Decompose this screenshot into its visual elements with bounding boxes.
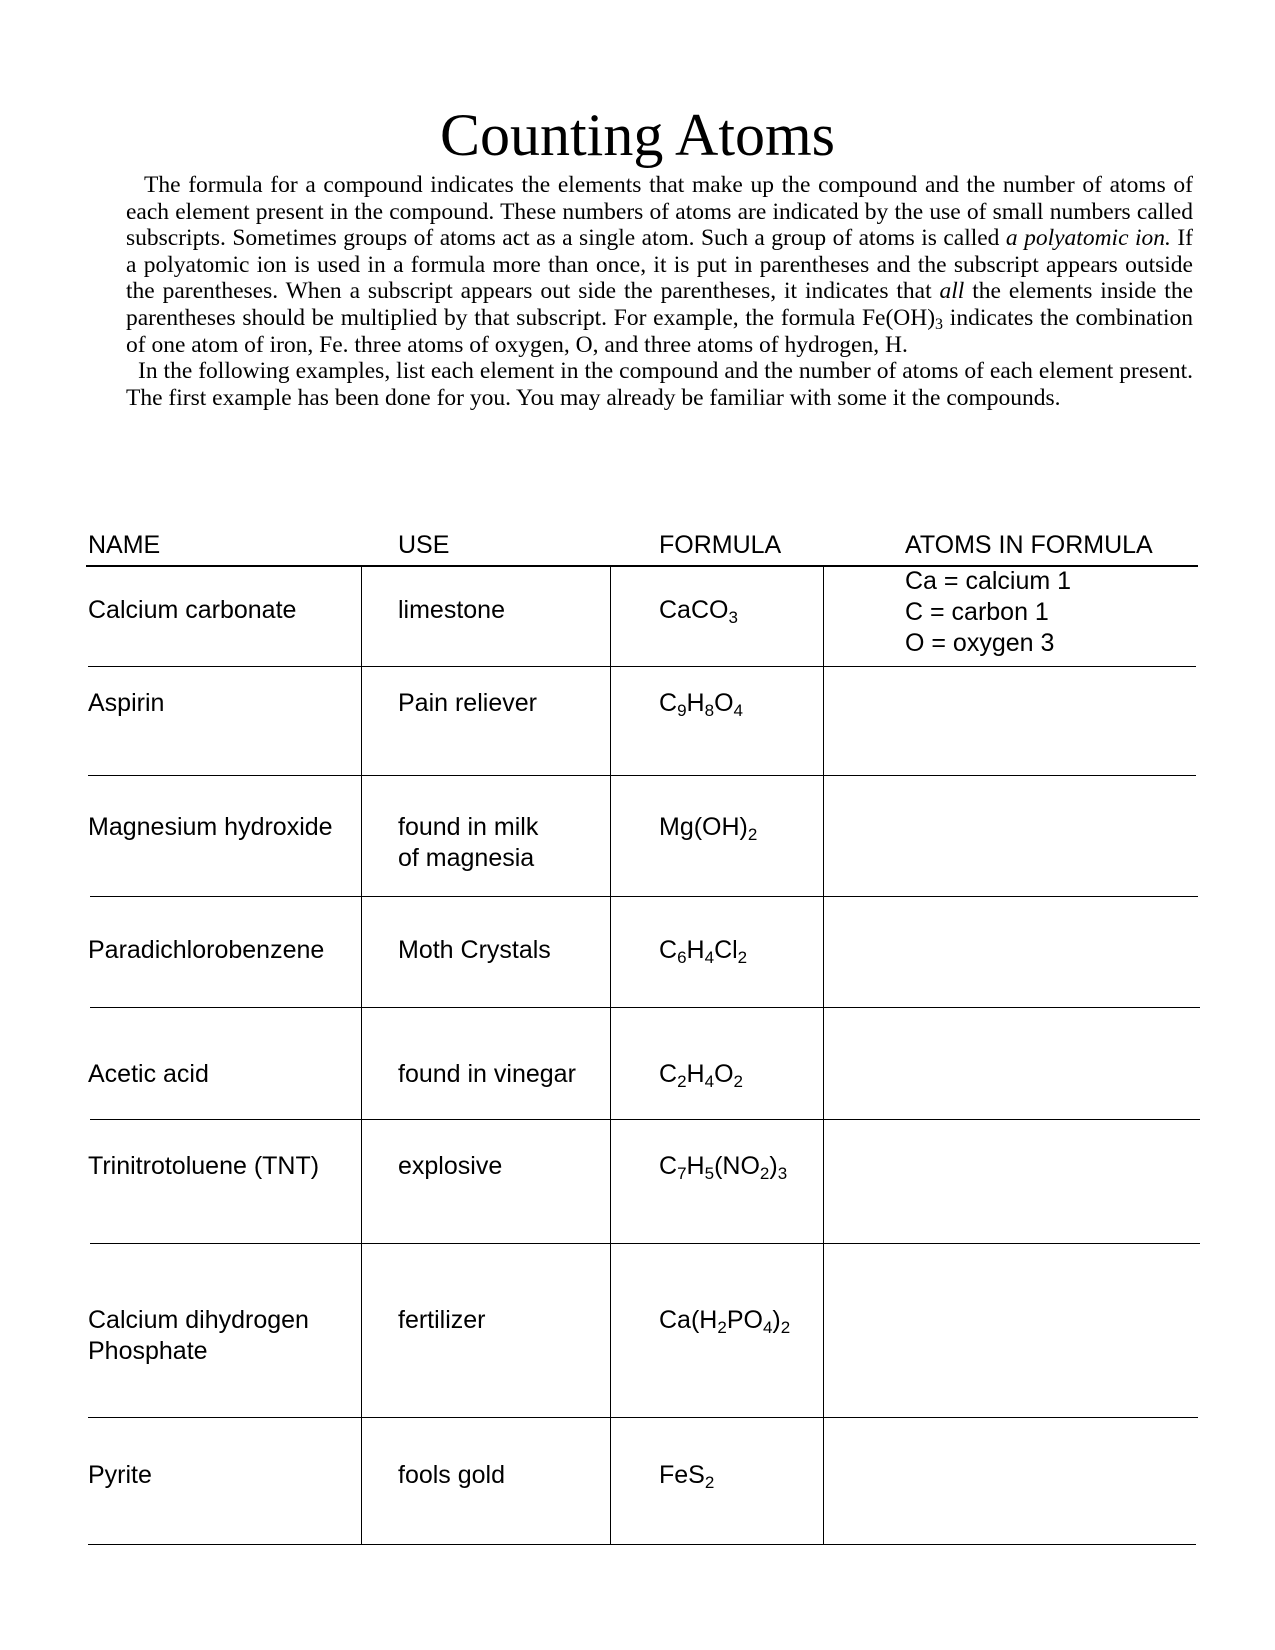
cell-atoms	[905, 566, 1071, 659]
formula-symbol: H	[686, 1152, 705, 1180]
cell-formula	[659, 935, 747, 966]
row-rule	[88, 666, 1196, 667]
formula-symbol: C	[659, 1060, 678, 1088]
cell-use-line: of magnesia	[398, 844, 535, 872]
cell-use	[398, 688, 537, 719]
cell-use	[398, 1059, 576, 1090]
formula-symbol: H	[686, 1060, 705, 1088]
formula-symbol: FeS	[659, 1461, 705, 1489]
formula-symbol: (NO	[714, 1152, 760, 1180]
cell-use-line: found in vinegar	[398, 1060, 576, 1088]
formula-subscript: 4	[704, 948, 715, 967]
cell-atoms-line: C = carbon 1	[905, 598, 1049, 626]
cell-name-line: Phosphate	[88, 1337, 208, 1365]
intro-example-formula-subscript: 3	[935, 315, 944, 333]
cell-formula	[659, 1151, 787, 1182]
cell-use	[398, 595, 505, 626]
formula-symbol: )	[772, 1306, 781, 1334]
cell-use-line: fools gold	[398, 1461, 506, 1489]
formula-subscript: 8	[704, 701, 715, 720]
intro-paragraph-1	[126, 172, 1193, 358]
formula-symbol: )	[769, 1152, 778, 1180]
column-header-formula: FORMULA	[659, 531, 782, 559]
formula-subscript: 2	[737, 948, 748, 967]
cell-formula	[659, 1059, 743, 1090]
cell-use-line: limestone	[398, 596, 505, 624]
cell-formula	[659, 688, 743, 719]
cell-use-line: Pain reliever	[398, 689, 537, 717]
row-rule	[88, 1544, 1196, 1545]
formula-subscript: 2	[733, 1072, 743, 1091]
column-separator	[361, 565, 362, 1544]
intro-text-run: If a polyatomic ion is used in a formula more than once, it is put in parentheses and the subscript appears outside the parentheses. When a subscript appears out side the parentheses, it indicates that	[126, 225, 1193, 305]
formula-symbol: O	[714, 689, 734, 717]
cell-name	[88, 1151, 319, 1182]
cell-use	[398, 812, 538, 874]
cell-name	[88, 595, 296, 626]
formula-subscript: 4	[762, 1318, 773, 1337]
row-rule	[88, 775, 1196, 776]
cell-name-line: Acetic acid	[88, 1060, 209, 1088]
intro-text-run: the elements inside the parentheses should be multiplied by that subscript. For example, the formula	[126, 278, 1193, 331]
cell-name-line: Paradichlorobenzene	[88, 936, 325, 964]
cell-use	[398, 1151, 502, 1182]
formula-subscript: 2	[677, 1072, 687, 1091]
column-header-use: USE	[398, 531, 450, 559]
formula-subscript: 7	[677, 1164, 687, 1183]
cell-name	[88, 1305, 309, 1367]
formula-symbol: PO	[726, 1306, 763, 1334]
cell-name-line: Calcium dihydrogen	[88, 1306, 309, 1334]
intro-example-formula: Fe(OH)	[861, 304, 936, 331]
formula-symbol: C	[659, 1152, 678, 1180]
cell-name	[88, 688, 164, 719]
row-rule	[90, 896, 1198, 897]
formula-symbol: Cl	[714, 936, 738, 964]
formula-subscript: 4	[733, 701, 743, 720]
row-rule	[90, 1119, 1200, 1120]
formula-subscript: 2	[747, 825, 758, 844]
cell-use-line: Moth Crystals	[398, 936, 551, 964]
cell-formula	[659, 812, 757, 843]
column-header-name: NAME	[88, 531, 161, 559]
formula-symbol: C	[659, 936, 678, 964]
cell-use-line: found in milk	[398, 813, 539, 841]
cell-atoms-line: Ca = calcium 1	[905, 567, 1072, 595]
cell-name-line: Aspirin	[88, 689, 165, 717]
cell-name-line: Magnesium hydroxide	[88, 813, 333, 841]
cell-use-line: fertilizer	[398, 1306, 486, 1334]
intro-emphasis-polyatomic-ion: a polyatomic ion.	[1005, 225, 1171, 252]
cell-formula	[659, 1460, 714, 1491]
formula-subscript: 3	[728, 608, 738, 627]
cell-formula	[659, 1305, 790, 1336]
column-separator	[610, 565, 611, 1544]
intro-emphasis-all: all	[939, 278, 965, 305]
row-rule	[90, 1007, 1200, 1008]
page-title: Counting Atoms	[439, 102, 836, 168]
formula-subscript: 4	[704, 1072, 715, 1091]
formula-subscript: 2	[759, 1164, 770, 1183]
formula-subscript: 3	[777, 1164, 788, 1183]
formula-subscript: 2	[717, 1318, 727, 1337]
intro-text	[126, 172, 1193, 411]
formula-symbol: Mg(OH)	[659, 813, 748, 841]
cell-name-line: Pyrite	[88, 1461, 152, 1489]
intro-text-run: indicates the combination of one atom of iron, Fe. three atoms of oxygen, O, and three atoms of hydrogen, H.	[126, 304, 1193, 358]
row-rule	[90, 1243, 1200, 1244]
cell-name-line: Calcium carbonate	[88, 596, 297, 624]
cell-use	[398, 1460, 505, 1491]
formula-subscript: 2	[704, 1473, 715, 1492]
formula-symbol: CaCO	[659, 596, 729, 624]
formula-symbol: H	[686, 689, 705, 717]
cell-atoms-line: O = oxygen 3	[905, 629, 1055, 657]
cell-name	[88, 812, 333, 843]
intro-paragraph-2: In the following examples, list each element in the compound and the number of atoms of each element present. The first example has been done for you. You may already be familiar with some it the compounds.	[126, 358, 1193, 411]
formula-symbol: Ca(H	[659, 1306, 718, 1334]
formula-symbol: H	[686, 936, 705, 964]
cell-use	[398, 1305, 486, 1336]
formula-symbol: O	[714, 1060, 734, 1088]
row-rule	[88, 1417, 1198, 1418]
cell-formula	[659, 595, 738, 626]
cell-use	[398, 935, 551, 966]
formula-subscript: 5	[704, 1164, 715, 1183]
cell-name	[88, 1059, 209, 1090]
cell-name-line: Trinitrotoluene (TNT)	[88, 1152, 320, 1180]
intro-text-run: The formula for a compound indicates the elements that make up the compound and the number of atoms of each element present in the compound. These numbers of atoms are indicated by the use of small numbers called subscripts. Sometimes groups of atoms act as a single atom. Such a group of atoms is called	[126, 172, 1193, 252]
formula-subscript: 9	[677, 701, 687, 720]
formula-subscript: 2	[780, 1318, 791, 1337]
cell-use-line: explosive	[398, 1152, 503, 1180]
column-header-atoms: ATOMS IN FORMULA	[905, 531, 1153, 559]
formula-subscript: 6	[677, 948, 687, 967]
cell-name	[88, 1460, 152, 1491]
formula-symbol: C	[659, 689, 678, 717]
cell-name	[88, 935, 324, 966]
column-separator	[823, 565, 824, 1544]
